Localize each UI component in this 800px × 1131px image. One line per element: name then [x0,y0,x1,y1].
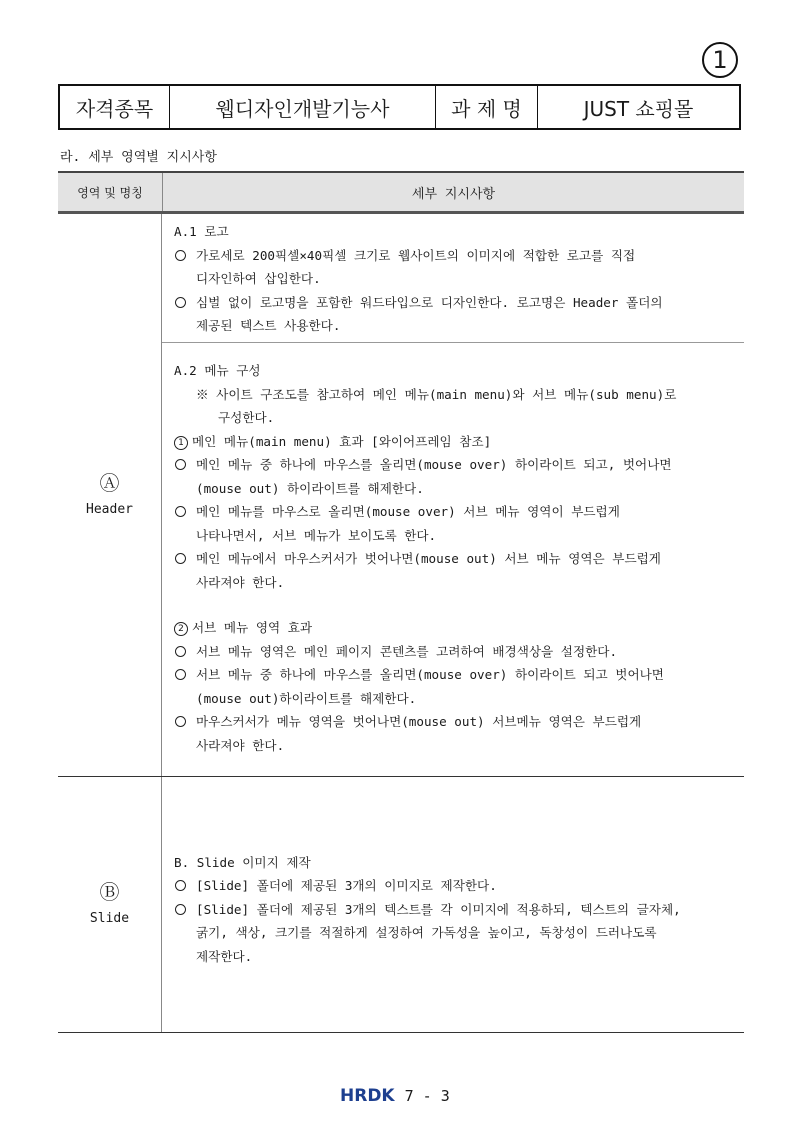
bullet-text: 서브 메뉴 중 하나에 마우스를 올리면(mouse over) 하이라이트 되고 벗어나면 [196,667,664,682]
bullet-text: [Slide] 폴더에 제공된 3개의 텍스트를 각 이미지에 적용하되, 텍스트의 글자체, [196,901,681,917]
bullet-circle-icon [175,646,186,657]
list-item [174,500,744,524]
a2-2-heading [174,616,744,640]
bullet-text: 서브 메뉴 영역은 메인 페이지 콘텐츠를 고려하여 배경색상을 설정한다. [196,643,618,659]
list-item [174,640,744,664]
bullet-circle-icon [175,297,186,308]
bullet-circle-icon [175,716,186,727]
subsection-a2 [174,343,744,757]
a2-1-title: 메인 메뉴(main menu) 효과 [와이어프레임 참조] [192,433,492,449]
list-item [174,291,744,315]
bullet-circle-icon [175,669,186,680]
bullet-circle-icon [175,250,186,261]
list-item [174,874,744,898]
header-value-task: JUST 쇼핑몰 [583,96,694,121]
column-header-area: 영역 및 명칭 [58,173,163,211]
footer-page-number: 7 - 3 [404,1087,450,1105]
bullet-text: 가로세로 200픽셀×40픽셀 크기로 웹사이트의 이미지에 적합한 로고를 직접 [196,247,636,263]
table-header-row [58,173,744,214]
circled-number-2: 2 [174,622,188,636]
column-header-details: 세부 지시사항 [411,186,496,202]
list-item [174,453,744,477]
bullet-text: 메인 메뉴에서 마우스커서가 벗어나면(mouse out) 서브 메뉴 영역은 부드럽게 [196,551,661,566]
bullet-continuation: 사라져야 한다. [196,574,285,590]
bullet-text: [Slide] 폴더에 제공된 3개의 이미지로 제작한다. [196,878,497,894]
bullet-circle-icon [175,553,186,564]
bullet-continuation: (mouse out) 하이라이트를 해제한다. [196,480,424,496]
bullet-text: 마우스커서가 메뉴 영역을 벗어나면(mouse out) 서브메뉴 영역은 부드럽게 [196,714,642,729]
page-footer [340,1086,450,1106]
bullet-circle-icon [175,459,186,470]
table-row-header [58,214,744,777]
list-item [174,710,744,734]
a2-2-title: 서브 메뉴 영역 효과 [192,620,313,635]
bullet-continuation: 사라져야 한다. [196,737,285,753]
page-number-badge: 1 [702,42,738,78]
a2-note: ※ 사이트 구조도를 참고하여 메인 메뉴(main menu)와 서브 메뉴(sub menu)로 [196,386,677,402]
bullet-text: 메인 메뉴 중 하나에 마우스를 올리면(mouse over) 하이라이트 되고, 벗어나면 [196,457,672,472]
bullet-continuation: 제공된 텍스트 사용한다. [196,318,341,333]
a2-title: A.2 메뉴 구성 [174,363,261,378]
bullet-continuation: (mouse out)하이라이트를 해제한다. [196,690,417,706]
details-cell-header [162,214,744,776]
circled-number-1: 1 [174,436,188,450]
bullet-circle-icon [175,506,186,517]
area-cell-slide [58,777,162,1032]
a2-note-continuation: 구성한다. [218,410,275,425]
area-cell-header [58,214,162,776]
details-cell-slide [162,777,744,1032]
header-value-qualification: 웹디자인개발기능사 [170,86,436,128]
b-title: B. Slide 이미지 제작 [174,854,311,870]
table-row-slide [58,777,744,1033]
bullet-text: 메인 메뉴를 마우스로 올리면(mouse over) 서브 메뉴 영역이 부드럽게 [196,504,620,519]
bullet-circle-icon [175,880,186,891]
section-title: 라. 세부 영역별 지시사항 [60,150,217,165]
bullet-circle-icon [175,904,186,915]
header-info-table [58,84,741,130]
list-item [174,244,744,268]
area-name-slide: Slide [89,911,130,926]
bullet-text: 심벌 없이 로고명을 포함한 워드타입으로 디자인한다. 로고명은 Header 폴더의 [196,294,663,310]
a2-1-heading [174,430,744,454]
bullet-continuation: 디자인하여 삽입한다. [196,271,321,286]
area-letter-b: Ⓑ [99,880,120,904]
hrdk-logo: HRDK [340,1086,395,1106]
area-name-header: Header [86,501,133,517]
bullet-continuation: 나타나면서, 서브 메뉴가 보이도록 한다. [196,527,437,543]
bullet-continuation: 굵기, 색상, 크기를 적절하게 설정하여 가독성을 높이고, 독창성이 드러나도록 [196,925,657,941]
list-item [174,663,744,687]
subsection-a1 [162,214,744,343]
bullet-continuation: 제작한다. [196,948,253,964]
list-item [174,898,744,922]
list-item [174,547,744,571]
a1-title: A.1 로고 [174,224,229,239]
header-label-task: 과 제 명 [436,86,538,128]
area-letter-a: Ⓐ [99,470,120,495]
instruction-table [58,171,744,1033]
header-label-qualification: 자격종목 [60,86,170,128]
